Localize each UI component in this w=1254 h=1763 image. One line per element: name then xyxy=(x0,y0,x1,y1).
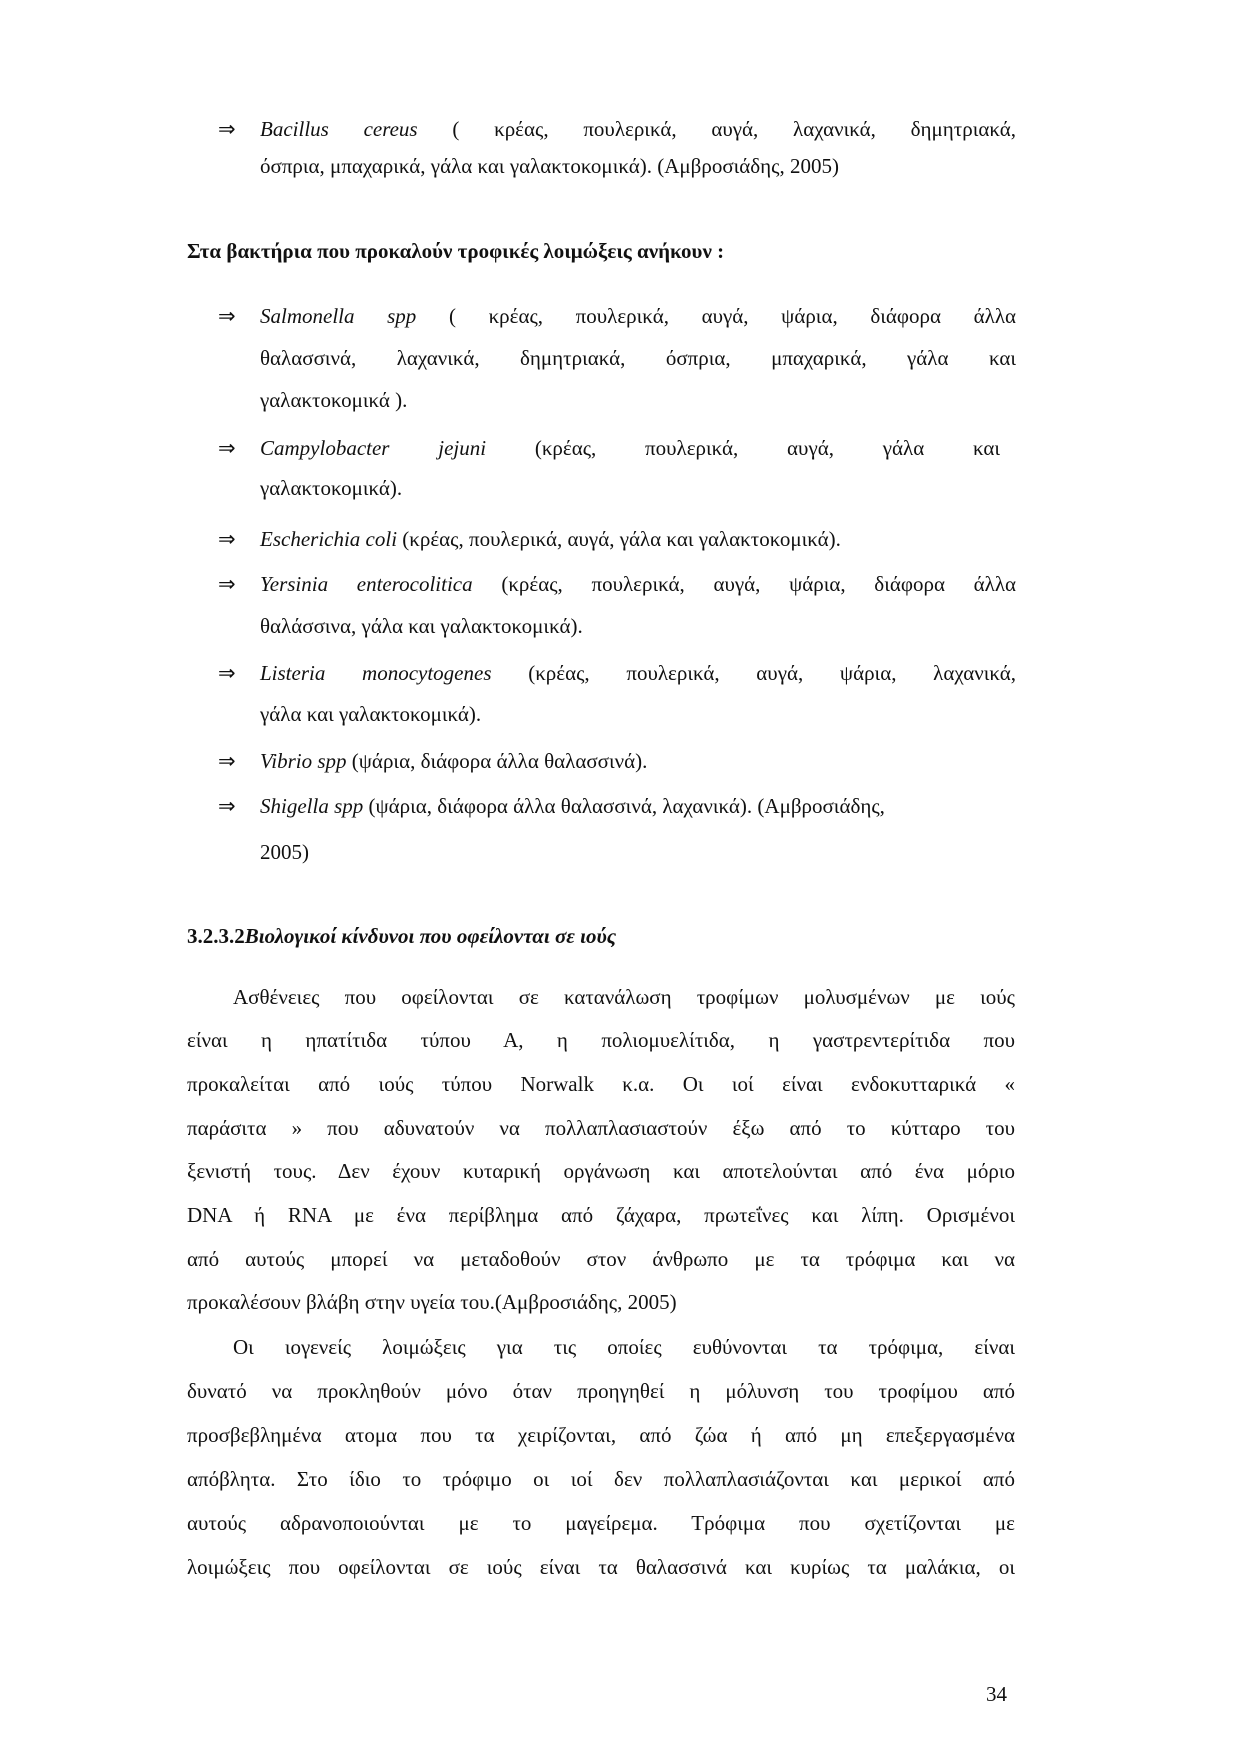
list-item-yersinia-line1 xyxy=(260,570,1016,598)
paragraph2-line: αυτούς αδρανοποιούνται με το μαγείρεμα. Τρόφιμα που σχετίζονται με xyxy=(187,1511,1015,1535)
paragraph2-line: απόβλητα. Στο ίδιο το τρόφιμο οι ιοί δεν πολλαπλασιάζονται και μερικοί από xyxy=(187,1467,1015,1491)
paragraph1-line: DNA ή RNA με ένα περίβλημα από ζάχαρα, πρωτεΐνες και λίπη. Ορισμένοι xyxy=(187,1203,1015,1227)
organism-name: Salmonella spp xyxy=(260,304,417,328)
list-item-salmonella-line2: θαλασσινά, λαχανικά, δημητριακά, όσπρια, μπαχαρικά, γάλα και xyxy=(260,346,1016,370)
paragraph2-line: Οι ιογενείς λοιμώξεις για τις οποίες ευθύνονται τα τρόφιμα, είναι xyxy=(233,1335,1015,1359)
paragraph1-line: Ασθένειες που οφείλονται σε κατανάλωση τροφίμων μολυσμένων με ιούς xyxy=(233,985,1015,1009)
list-item-vibrio-line1 xyxy=(260,747,647,775)
list-item-bacillus-line2: όσπρια, μπαχαρικά, γάλα και γαλακτοκομικά). (Αμβροσιάδης, 2005) xyxy=(260,154,839,178)
food-sources: (κρέας, πουλερικά, αυγά, γάλα και γαλακτοκομικά). xyxy=(402,527,841,551)
organism-name: Shigella spp xyxy=(260,794,364,818)
arrow-bullet-icon: ⇒ xyxy=(218,304,236,328)
list-item-bacillus-line1 xyxy=(260,115,1016,143)
paragraph1-line: είναι η ηπατίτιδα τύπου Α, η πολιομυελίτιδα, η γαστρεντερίτιδα που xyxy=(187,1028,1015,1052)
arrow-bullet-icon: ⇒ xyxy=(218,117,236,141)
paragraph2-line: προσβεβλημένα ατομα που τα χειρίζονται, από ζώα ή από μη επεξεργασμένα xyxy=(187,1423,1015,1447)
organism-name: Vibrio spp xyxy=(260,749,347,773)
arrow-bullet-icon: ⇒ xyxy=(218,527,236,551)
arrow-bullet-icon: ⇒ xyxy=(218,661,236,685)
list-item-salmonella-line3: γαλακτοκομικά ). xyxy=(260,388,408,412)
section-title: Βιολογικοί κίνδυνοι που οφείλονται σε ιούς xyxy=(244,924,617,948)
list-item-escherichia-line1 xyxy=(260,525,841,553)
organism-name: Campylobacter jejuni xyxy=(260,436,487,460)
arrow-bullet-icon: ⇒ xyxy=(218,749,236,773)
food-sources: (κρέας, πουλερικά, αυγά, ψάρια, διάφορα άλλα xyxy=(501,572,1017,596)
organism-name: Escherichia coli xyxy=(260,527,398,551)
food-sources: (ψάρια, διάφορα άλλα θαλασσινά, λαχανικά). (Αμβροσιάδης, xyxy=(368,794,885,818)
paragraph2-line: δυνατό να προκληθούν μόνο όταν προηγηθεί η μόλυνση του τροφίμου από xyxy=(187,1379,1015,1403)
food-sources: (κρέας, πουλερικά, αυγά, ψάρια, λαχανικά, xyxy=(528,661,1016,685)
paragraph1-line: προκαλέσουν βλάβη στην υγεία του.(Αμβροσιάδης, 2005) xyxy=(187,1290,677,1314)
organism-name: Listeria monocytogenes xyxy=(260,661,492,685)
organism-name: Yersinia enterocolitica xyxy=(260,572,473,596)
arrow-bullet-icon: ⇒ xyxy=(218,572,236,596)
list-item-campylobacter-line1 xyxy=(260,434,1000,462)
arrow-bullet-icon: ⇒ xyxy=(218,436,236,460)
list-item-campylobacter-line2: γαλακτοκομικά). xyxy=(260,476,403,500)
food-sources: (κρέας, πουλερικά, αυγά, γάλα και xyxy=(534,436,1001,460)
list-item-shigella-line1 xyxy=(260,792,885,820)
paragraph1-line: ξενιστή τους. Δεν έχουν κυταρική οργάνωση και αποτελούνται από ένα μόριο xyxy=(187,1159,1015,1183)
list-item-listeria-line2: γάλα και γαλακτοκομικά). xyxy=(260,702,482,726)
list-item-yersinia-line2: θαλάσσινα, γάλα και γαλακτοκομικά). xyxy=(260,614,583,638)
food-sources: ( κρέας, πουλερικά, αυγά, λαχανικά, δημητριακά, xyxy=(452,117,1016,141)
paragraph1-line: από αυτούς μπορεί να μεταδοθούν στον άνθρωπο με τα τρόφιμα και να xyxy=(187,1247,1015,1271)
paragraph2-line: λοιμώξεις που οφείλονται σε ιούς είναι τα θαλασσινά και κυρίως τα μαλάκια, οι xyxy=(187,1555,1015,1579)
food-sources: (ψάρια, διάφορα άλλα θαλασσινά). xyxy=(351,749,648,773)
arrow-bullet-icon: ⇒ xyxy=(218,794,236,818)
list-item-salmonella-line1 xyxy=(260,302,1016,330)
food-sources: ( κρέας, πουλερικά, αυγά, ψάρια, διάφορα άλλα xyxy=(448,304,1016,328)
paragraph1-line: προκαλείται από ιούς τύπου Norwalk κ.α. Οι ιοί είναι ενδοκυτταρικά « xyxy=(187,1072,1015,1096)
page-number: 34 xyxy=(986,1682,1007,1706)
intro-heading: Στα βακτήρια που προκαλούν τροφικές λοιμώξεις ανήκουν : xyxy=(187,239,725,263)
organism-name: Bacillus cereus xyxy=(260,117,418,141)
section-number: 3.2.3.2 xyxy=(187,924,245,948)
list-item-listeria-line1 xyxy=(260,659,1016,687)
list-item-shigella-line2: 2005) xyxy=(260,840,309,864)
section-heading xyxy=(187,922,616,950)
paragraph1-line: παράσιτα » που αδυνατούν να πολλαπλασιαστούν έξω από το κύτταρο του xyxy=(187,1116,1015,1140)
